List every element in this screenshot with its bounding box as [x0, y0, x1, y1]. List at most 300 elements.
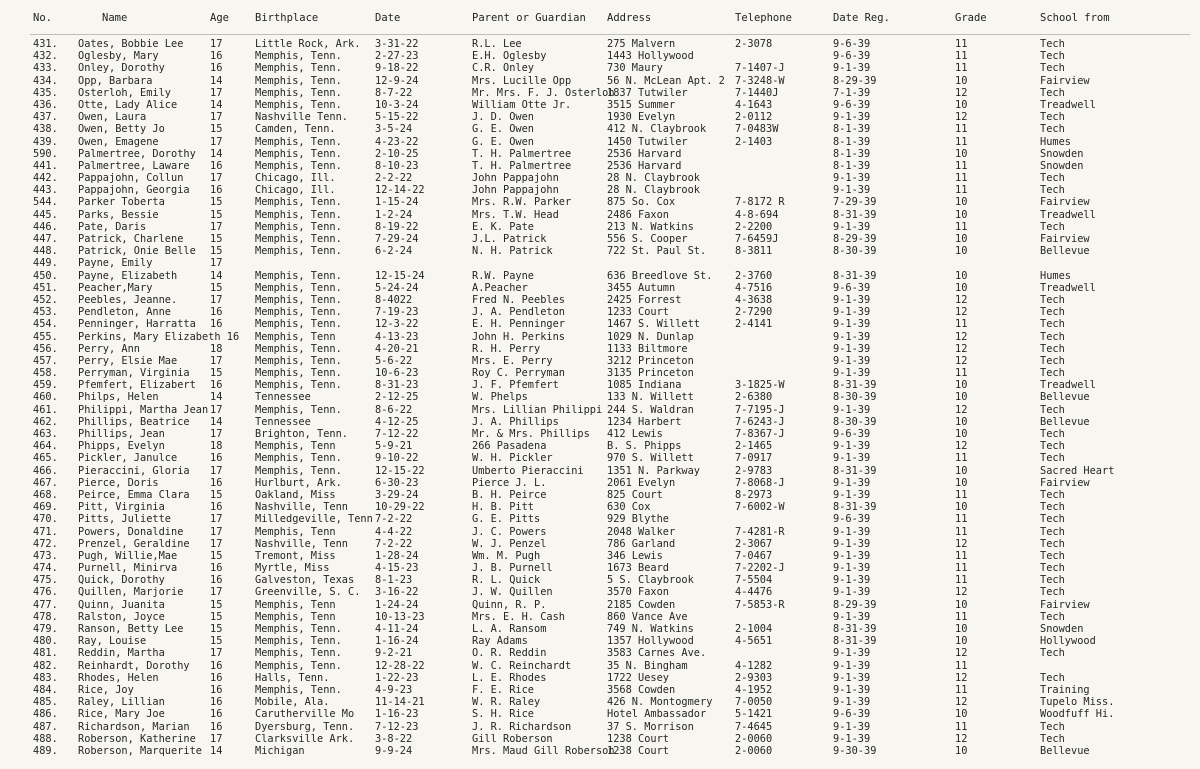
cell-name: Rice, Mary Joe	[78, 708, 165, 721]
cell-no: 468.	[33, 488, 58, 501]
cell-birth-date: 10-13-23	[375, 610, 425, 623]
cell-date-reg: 9-1-39	[833, 732, 871, 745]
cell-grade: 12	[955, 647, 968, 660]
cell-birthplace: Memphis, Tenn.	[255, 683, 342, 696]
cell-parent: John Pappajohn	[472, 184, 559, 197]
cell-telephone: 8-3811	[735, 245, 773, 258]
cell-name: Pitts, Juliette	[78, 513, 171, 526]
cell-birth-date: 9-9-24	[375, 744, 413, 757]
cell-address: 56 N. McLean Apt. 2	[607, 74, 725, 87]
cell-grade: 12	[955, 342, 968, 355]
cell-birthplace: Memphis, Tenn	[255, 525, 336, 538]
cell-age: 16	[210, 159, 223, 172]
cell-age: 16	[210, 671, 223, 684]
table-row	[0, 111, 1200, 123]
cell-telephone: 2-9783	[735, 464, 773, 477]
cell-address: 2536 Harvard	[607, 147, 682, 160]
cell-address: 2048 Walker	[607, 525, 676, 538]
cell-address: 970 S. Willett	[607, 452, 694, 465]
cell-date-reg: 9-1-39	[833, 293, 871, 306]
cell-birthplace: Memphis, Tenn.	[255, 220, 342, 233]
cell-telephone: 2-1004	[735, 623, 773, 635]
header-grade: Grade	[955, 12, 987, 24]
cell-no: 477.	[33, 598, 58, 611]
cell-no: 457.	[33, 354, 58, 367]
table-row	[0, 75, 1200, 87]
cell-parent: Pierce J. L.	[472, 476, 547, 489]
cell-age: 18	[210, 440, 223, 453]
cell-age: 14	[210, 74, 223, 87]
cell-school: Humes	[1040, 135, 1071, 148]
table-row	[0, 343, 1200, 355]
cell-age: 15	[210, 245, 223, 258]
table-row	[0, 745, 1200, 757]
table-row	[0, 294, 1200, 306]
cell-birth-date: 11-14-21	[375, 696, 425, 709]
cell-grade: 11	[955, 610, 968, 623]
cell-telephone: 7-7195-J	[735, 403, 785, 416]
cell-telephone: 7-0917	[735, 452, 773, 465]
header-birthplace: Birthplace	[255, 12, 319, 24]
cell-grade: 10	[955, 391, 968, 404]
cell-birthplace: Memphis, Tenn.	[255, 281, 342, 294]
cell-school: Tech	[1040, 562, 1065, 575]
cell-age: 17	[210, 647, 223, 660]
cell-telephone: 7-6243-J	[735, 415, 785, 428]
cell-grade: 12	[955, 537, 968, 550]
cell-name: Patrick, Onie Belle	[78, 245, 196, 258]
cell-birth-date: 1-24-24	[375, 598, 419, 611]
cell-address: 1357 Hollywood	[607, 635, 694, 648]
cell-birth-date: 4-12-25	[375, 415, 419, 428]
cell-date-reg: 9-6-39	[833, 50, 871, 63]
cell-birth-date: 7-12-23	[375, 720, 419, 733]
cell-birthplace: Dyersburg, Tenn.	[255, 720, 355, 733]
cell-address: 730 Maury	[607, 62, 663, 75]
cell-date-reg: 9-1-39	[833, 342, 871, 355]
cell-address: 1450 Tutwiler	[607, 135, 688, 148]
cell-age: 16	[210, 476, 223, 489]
cell-address: 5 S. Claybrook	[607, 574, 694, 587]
cell-birth-date: 9-18-22	[375, 62, 419, 75]
table-row	[0, 440, 1200, 452]
cell-name: Roberson, Katherine	[78, 732, 196, 745]
cell-parent: L. A. Ransom	[472, 623, 547, 635]
cell-name: Perkins, Mary Elizabeth 16	[78, 330, 240, 343]
cell-no: 462.	[33, 415, 58, 428]
cell-parent: Gill Roberson	[472, 732, 553, 745]
cell-date-reg: 8-31-39	[833, 269, 877, 282]
cell-age: 17	[210, 111, 223, 124]
cell-name: Patrick, Charlene	[78, 233, 184, 245]
cell-no: 453.	[33, 306, 58, 319]
cell-address: 2185 Cowden	[607, 598, 676, 611]
cell-age: 17	[210, 135, 223, 148]
cell-grade: 12	[955, 403, 968, 416]
cell-age: 14	[210, 744, 223, 757]
cell-birthplace: Memphis, Tenn.	[255, 306, 342, 319]
cell-birth-date: 5-15-22	[375, 111, 419, 124]
cell-parent: R. H. Perry	[472, 342, 541, 355]
cell-school: Tech	[1040, 732, 1065, 745]
cell-date-reg: 8-30-39	[833, 391, 877, 404]
cell-parent: Mr. Mrs. F. J. Osterloh	[472, 86, 615, 99]
cell-no: 448.	[33, 245, 58, 258]
cell-school: Treadwell	[1040, 379, 1096, 392]
table-row	[0, 270, 1200, 282]
cell-address: 213 N. Watkins	[607, 220, 694, 233]
cell-birth-date: 12-15-22	[375, 464, 425, 477]
cell-telephone: 2-7290	[735, 306, 773, 319]
cell-school: Tech	[1040, 354, 1065, 367]
cell-date-reg: 9-1-39	[833, 562, 871, 575]
cell-birth-date: 8-1-23	[375, 574, 413, 587]
cell-birth-date: 3-5-24	[375, 123, 413, 136]
cell-birth-date: 7-29-24	[375, 233, 419, 245]
cell-birthplace: Camden, Tenn.	[255, 123, 336, 136]
cell-date-reg: 9-1-39	[833, 367, 871, 380]
cell-name: Payne, Emily	[78, 257, 153, 270]
table-row	[0, 196, 1200, 208]
cell-name: Phipps, Evelyn	[78, 440, 165, 453]
cell-grade: 10	[955, 598, 968, 611]
cell-grade: 10	[955, 245, 968, 258]
cell-name: Ray, Louise	[78, 635, 147, 648]
cell-telephone: 2-4141	[735, 318, 773, 331]
cell-birthplace: Chicago, Ill.	[255, 172, 336, 185]
cell-school: Sacred Heart	[1040, 464, 1115, 477]
cell-grade: 11	[955, 38, 968, 50]
header-school: School from	[1040, 12, 1110, 24]
cell-age: 17	[210, 172, 223, 185]
cell-grade: 11	[955, 184, 968, 197]
cell-birthplace: Memphis, Tenn.	[255, 159, 342, 172]
cell-grade: 10	[955, 233, 968, 245]
cell-date-reg: 8-31-39	[833, 208, 877, 221]
cell-parent: H. B. Pitt	[472, 501, 534, 514]
cell-date-reg: 9-6-39	[833, 98, 871, 111]
cell-address: 1234 Harbert	[607, 415, 682, 428]
cell-address: 1029 N. Dunlap	[607, 330, 694, 343]
cell-grade: 10	[955, 708, 968, 721]
cell-telephone: 2-1403	[735, 135, 773, 148]
cell-birthplace: Clarksville Ark.	[255, 732, 355, 745]
cell-parent: J.L. Patrick	[472, 233, 547, 245]
cell-school: Tech	[1040, 62, 1065, 75]
cell-telephone: 4-8-694	[735, 208, 779, 221]
cell-name: Phillips, Jean	[78, 428, 165, 440]
cell-grade: 11	[955, 452, 968, 465]
cell-parent: J. A. Phillips	[472, 415, 559, 428]
cell-date-reg: 8-29-39	[833, 233, 877, 245]
cell-address: 825 Court	[607, 488, 663, 501]
cell-telephone: 2-0060	[735, 744, 773, 757]
cell-name: Perry, Elsie Mae	[78, 354, 178, 367]
cell-name: Parker Toberta	[78, 196, 165, 209]
cell-school: Tech	[1040, 501, 1065, 514]
cell-parent: W. R. Raley	[472, 696, 541, 709]
cell-name: Oates, Bobbie Lee	[78, 38, 184, 50]
cell-name: Pappajohn, Georgia	[78, 184, 190, 197]
table-row	[0, 599, 1200, 611]
cell-date-reg: 9-1-39	[833, 330, 871, 343]
cell-birthplace: Memphis, Tenn.	[255, 62, 342, 75]
cell-school: Tech	[1040, 123, 1065, 136]
cell-date-reg: 8-31-39	[833, 379, 877, 392]
cell-birthplace: Memphis, Tenn.	[255, 208, 342, 221]
table-row	[0, 611, 1200, 623]
cell-name: Roberson, Marquerite	[78, 744, 202, 757]
cell-birth-date: 1-2-24	[375, 208, 413, 221]
cell-grade: 10	[955, 415, 968, 428]
cell-parent: Fred N. Peebles	[472, 293, 565, 306]
cell-school: Bellevue	[1040, 415, 1090, 428]
cell-school: Tech	[1040, 111, 1065, 124]
cell-grade: 11	[955, 562, 968, 575]
cell-date-reg: 8-1-39	[833, 123, 871, 136]
table-row	[0, 647, 1200, 659]
header-telephone: Telephone	[735, 12, 792, 24]
cell-parent: W. J. Penzel	[472, 537, 547, 550]
cell-birthplace: Little Rock, Ark.	[255, 38, 361, 50]
cell-age: 17	[210, 86, 223, 99]
table-row	[0, 733, 1200, 745]
table-row	[0, 209, 1200, 221]
cell-parent: Mrs. E. H. Cash	[472, 610, 565, 623]
cell-telephone: 7-1440J	[735, 86, 779, 99]
cell-school: Fairview	[1040, 233, 1090, 245]
cell-age: 17	[210, 257, 223, 270]
cell-no: 452.	[33, 293, 58, 306]
cell-parent: W. Phelps	[472, 391, 528, 404]
cell-date-reg: 9-1-39	[833, 720, 871, 733]
cell-grade: 10	[955, 98, 968, 111]
cell-birthplace: Oakland, Miss	[255, 488, 336, 501]
cell-date-reg: 9-1-39	[833, 549, 871, 562]
table-row	[0, 355, 1200, 367]
cell-birthplace: Memphis, Tenn.	[255, 74, 342, 87]
table-row	[0, 550, 1200, 562]
cell-birth-date: 12-15-24	[375, 269, 425, 282]
cell-parent: L. E. Rhodes	[472, 671, 547, 684]
cell-address: 3455 Autumn	[607, 281, 676, 294]
cell-birthplace: Memphis, Tenn.	[255, 196, 342, 209]
header-date-reg: Date Reg.	[833, 12, 890, 24]
cell-school: Tech	[1040, 428, 1065, 440]
cell-school: Tech	[1040, 342, 1065, 355]
cell-name: Pate, Daris	[78, 220, 147, 233]
table-row	[0, 404, 1200, 416]
cell-school: Tech	[1040, 367, 1065, 380]
cell-date-reg: 9-1-39	[833, 403, 871, 416]
cell-grade: 11	[955, 488, 968, 501]
cell-no: 432.	[33, 50, 58, 63]
cell-school: Tech	[1040, 318, 1065, 331]
cell-parent: J. A. Pendleton	[472, 306, 565, 319]
cell-address: 1673 Beard	[607, 562, 669, 575]
cell-birthplace: Memphis, Tenn	[255, 610, 336, 623]
cell-address: 37 S. Morrison	[607, 720, 694, 733]
cell-birthplace: Michigan	[255, 744, 305, 757]
cell-birth-date: 4-13-23	[375, 330, 419, 343]
cell-age: 17	[210, 428, 223, 440]
cell-parent: E. H. Penninger	[472, 318, 565, 331]
cell-parent: Ray Adams	[472, 635, 528, 648]
table-row	[0, 87, 1200, 99]
cell-grade: 10	[955, 269, 968, 282]
cell-birth-date: 1-28-24	[375, 549, 419, 562]
cell-name: Pfemfert, Elizabert	[78, 379, 196, 392]
cell-no: 486.	[33, 708, 58, 721]
cell-school: Fairview	[1040, 476, 1090, 489]
cell-age: 14	[210, 147, 223, 160]
cell-address: 2486 Faxon	[607, 208, 669, 221]
cell-age: 15	[210, 367, 223, 380]
table-row	[0, 660, 1200, 672]
cell-no: 433.	[33, 62, 58, 75]
cell-school: Tech	[1040, 452, 1065, 465]
cell-name: Oglesby, Mary	[78, 50, 159, 63]
cell-address: 1085 Indiana	[607, 379, 682, 392]
cell-birthplace: Memphis, Tenn.	[255, 635, 342, 648]
cell-parent: Mr. & Mrs. Phillips	[472, 428, 590, 440]
cell-telephone: 7-6459J	[735, 233, 779, 245]
cell-birthplace: Myrtle, Miss	[255, 562, 330, 575]
table-row	[0, 62, 1200, 74]
cell-parent: G. E. Pitts	[472, 513, 541, 526]
cell-age: 16	[210, 62, 223, 75]
cell-birthplace: Tennessee	[255, 415, 311, 428]
cell-date-reg: 8-30-39	[833, 245, 877, 258]
cell-age: 15	[210, 281, 223, 294]
table-row	[0, 684, 1200, 696]
cell-name: Peacher,Mary	[78, 281, 153, 294]
cell-parent: W. C. Reinchardt	[472, 659, 572, 672]
cell-grade: 10	[955, 623, 968, 635]
cell-birth-date: 6-30-23	[375, 476, 419, 489]
cell-grade: 12	[955, 330, 968, 343]
cell-school: Tech	[1040, 537, 1065, 550]
header-no: No.	[33, 12, 52, 24]
cell-parent: R.W. Payne	[472, 269, 534, 282]
cell-name: Perryman, Virginia	[78, 367, 190, 380]
cell-school: Tech	[1040, 86, 1065, 99]
cell-address: 1837 Tutwiler	[607, 86, 688, 99]
cell-grade: 11	[955, 135, 968, 148]
cell-no: 458.	[33, 367, 58, 380]
cell-birth-date: 2-10-25	[375, 147, 419, 160]
cell-address: 412 Lewis	[607, 428, 663, 440]
cell-address: 1233 Court	[607, 306, 669, 319]
cell-age: 16	[210, 318, 223, 331]
cell-name: Philps, Helen	[78, 391, 159, 404]
cell-birth-date: 8-7-22	[375, 86, 413, 99]
cell-address: 786 Garland	[607, 537, 676, 550]
cell-no: 455.	[33, 330, 58, 343]
cell-no: 472.	[33, 537, 58, 550]
cell-birth-date: 8-10-23	[375, 159, 419, 172]
cell-age: 16	[210, 452, 223, 465]
cell-name: Onley, Dorothy	[78, 62, 165, 75]
cell-date-reg: 9-1-39	[833, 488, 871, 501]
cell-name: Reinhardt, Dorothy	[78, 659, 190, 672]
cell-birthplace: Memphis, Tenn.	[255, 86, 342, 99]
cell-date-reg: 9-1-39	[833, 452, 871, 465]
cell-no: 450.	[33, 269, 58, 282]
cell-name: Pendleton, Anne	[78, 306, 171, 319]
cell-no: 437.	[33, 111, 58, 124]
cell-school: Bellevue	[1040, 391, 1090, 404]
cell-date-reg: 9-6-39	[833, 513, 871, 526]
cell-telephone: 4-4476	[735, 586, 773, 599]
cell-age: 14	[210, 415, 223, 428]
cell-date-reg: 9-1-39	[833, 696, 871, 709]
cell-birth-date: 2-27-23	[375, 50, 419, 63]
cell-address: 2536 Harvard	[607, 159, 682, 172]
table-row	[0, 38, 1200, 50]
cell-age: 17	[210, 354, 223, 367]
cell-birth-date: 7-2-22	[375, 513, 413, 526]
cell-birthplace: Chicago, Ill.	[255, 184, 336, 197]
cell-school: Tech	[1040, 586, 1065, 599]
cell-grade: 10	[955, 196, 968, 209]
cell-birth-date: 1-16-24	[375, 635, 419, 648]
cell-telephone: 2-3760	[735, 269, 773, 282]
cell-age: 14	[210, 98, 223, 111]
cell-age: 15	[210, 623, 223, 635]
cell-birth-date: 4-15-23	[375, 562, 419, 575]
table-row	[0, 160, 1200, 172]
table-row	[0, 221, 1200, 233]
cell-parent: Mrs. Maud Gill Roberson	[472, 744, 615, 757]
cell-address: 412 N. Claybrook	[607, 123, 707, 136]
table-row	[0, 245, 1200, 257]
cell-address: 3212 Princeton	[607, 354, 694, 367]
cell-grade: 12	[955, 111, 968, 124]
cell-date-reg: 9-6-39	[833, 38, 871, 50]
cell-age: 17	[210, 38, 223, 50]
cell-parent: Mrs. Lucille Opp	[472, 74, 572, 87]
cell-address: 1467 S. Willett	[607, 318, 700, 331]
cell-birth-date: 5-9-21	[375, 440, 413, 453]
cell-school: Tech	[1040, 671, 1065, 684]
cell-parent: 266 Pasadena	[472, 440, 547, 453]
cell-name: Palmertree, Dorothy	[78, 147, 196, 160]
cell-telephone: 2-1465	[735, 440, 773, 453]
cell-school: Tech	[1040, 38, 1065, 50]
cell-school: Tech	[1040, 330, 1065, 343]
cell-age: 15	[210, 635, 223, 648]
cell-grade: 10	[955, 147, 968, 160]
cell-birth-date: 9-2-21	[375, 647, 413, 660]
cell-address: 1351 N. Parkway	[607, 464, 700, 477]
cell-grade: 11	[955, 525, 968, 538]
cell-grade: 11	[955, 50, 968, 63]
cell-address: 28 N. Claybrook	[607, 184, 700, 197]
cell-grade: 10	[955, 281, 968, 294]
cell-address: 426 N. Montogmery	[607, 696, 713, 709]
cell-birth-date: 5-6-22	[375, 354, 413, 367]
cell-grade: 11	[955, 172, 968, 185]
cell-grade: 11	[955, 513, 968, 526]
cell-birthplace: Memphis, Tenn.	[255, 403, 342, 416]
cell-school: Humes	[1040, 269, 1071, 282]
cell-name: Owen, Betty Jo	[78, 123, 165, 136]
cell-name: Palmertree, Laware	[78, 159, 190, 172]
cell-grade: 11	[955, 318, 968, 331]
cell-birth-date: 1-16-23	[375, 708, 419, 721]
cell-date-reg: 9-1-39	[833, 318, 871, 331]
